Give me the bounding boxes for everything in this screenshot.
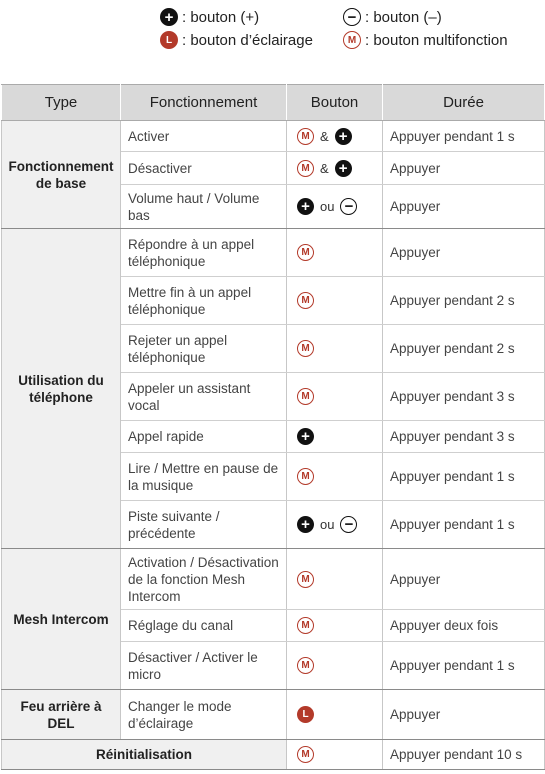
operation-cell: Piste suivante / précédente xyxy=(121,501,287,549)
button-combination xyxy=(297,706,372,723)
button-combination xyxy=(297,198,372,215)
plus-button-icon: + xyxy=(335,128,352,145)
category-cell: Utilisation du téléphone xyxy=(2,229,121,549)
duration-cell: Appuyer pendant 1 s xyxy=(383,642,545,690)
button-conjunction: ou xyxy=(320,199,335,214)
multifunction-button-icon: M xyxy=(297,128,314,145)
legend-minus-text: : bouton (–) xyxy=(365,8,442,26)
multifunction-button-icon: M xyxy=(297,388,314,405)
button-combination xyxy=(297,468,372,485)
duration-cell: Appuyer pendant 1 s xyxy=(383,121,545,152)
multifunction-button-icon: M xyxy=(297,244,314,261)
button-cell xyxy=(287,325,383,373)
operation-cell: Désactiver / Activer le micro xyxy=(121,642,287,690)
button-cell xyxy=(287,185,383,229)
plus-button-icon: + xyxy=(160,8,178,26)
button-combination xyxy=(297,160,372,177)
legend-minus xyxy=(343,8,442,26)
multifunction-button-icon: M xyxy=(297,746,314,763)
plus-button-icon: + xyxy=(297,516,314,533)
legend-plus-text: : bouton (+) xyxy=(182,8,260,26)
multifunction-button-icon: M xyxy=(297,340,314,357)
header-type: Type xyxy=(2,85,121,121)
button-cell xyxy=(287,549,383,610)
header-button: Bouton xyxy=(287,85,383,121)
minus-button-icon: − xyxy=(340,516,357,533)
button-combination xyxy=(297,746,372,763)
button-combination xyxy=(297,571,372,588)
duration-cell: Appuyer pendant 10 s xyxy=(383,740,545,770)
operation-cell: Activer xyxy=(121,121,287,152)
multifunction-button-icon: M xyxy=(297,292,314,309)
operation-cell: Activation / Désactivation de la fonction Mesh Intercom xyxy=(121,549,287,610)
duration-cell: Appuyer pendant 3 s xyxy=(383,421,545,453)
duration-cell: Appuyer xyxy=(383,152,545,185)
reset-row xyxy=(2,740,545,770)
legend-light-text: : bouton d’éclairage xyxy=(182,31,313,49)
button-combination xyxy=(297,516,372,533)
light-button-icon: L xyxy=(297,706,314,723)
button-conjunction: & xyxy=(320,128,329,144)
duration-cell: Appuyer pendant 2 s xyxy=(383,325,545,373)
duration-cell: Appuyer pendant 3 s xyxy=(383,373,545,421)
operation-cell: Lire / Mettre en pause de la musique xyxy=(121,453,287,501)
multifunction-button-icon: M xyxy=(343,31,361,49)
button-combination xyxy=(297,340,372,357)
table-body xyxy=(2,121,545,770)
button-cell xyxy=(287,121,383,152)
header-operation: Fonctionnement xyxy=(121,85,287,121)
legend-plus xyxy=(160,8,259,26)
button-cell xyxy=(287,373,383,421)
button-cell xyxy=(287,690,383,740)
operation-cell: Mettre fin à un appel téléphonique xyxy=(121,277,287,325)
operation-cell: Changer le mode d’éclairage xyxy=(121,690,287,740)
button-cell xyxy=(287,642,383,690)
button-combination xyxy=(297,617,372,634)
table-row xyxy=(2,121,545,152)
operation-cell: Désactiver xyxy=(121,152,287,185)
light-button-icon: L xyxy=(160,31,178,49)
duration-cell: Appuyer xyxy=(383,229,545,277)
button-operations-table xyxy=(1,84,545,770)
operation-cell: Appeler un assistant vocal xyxy=(121,373,287,421)
category-cell: Mesh Intercom xyxy=(2,549,121,690)
button-combination xyxy=(297,388,372,405)
duration-cell: Appuyer pendant 1 s xyxy=(383,501,545,549)
legend-light xyxy=(160,31,313,49)
operation-cell: Rejeter un appel téléphonique xyxy=(121,325,287,373)
table-header-row xyxy=(2,85,545,121)
table-row xyxy=(2,690,545,740)
multifunction-button-icon: M xyxy=(297,657,314,674)
button-cell xyxy=(287,229,383,277)
button-combination xyxy=(297,244,372,261)
duration-cell: Appuyer xyxy=(383,549,545,610)
multifunction-button-icon: M xyxy=(297,160,314,177)
plus-button-icon: + xyxy=(297,198,314,215)
table-row xyxy=(2,229,545,277)
operation-cell: Réglage du canal xyxy=(121,610,287,642)
category-cell: Fonctionnement de base xyxy=(2,121,121,229)
button-cell xyxy=(287,152,383,185)
duration-cell: Appuyer xyxy=(383,185,545,229)
duration-cell: Appuyer deux fois xyxy=(383,610,545,642)
button-combination xyxy=(297,657,372,674)
plus-button-icon: + xyxy=(297,428,314,445)
button-cell xyxy=(287,610,383,642)
button-cell xyxy=(287,740,383,770)
multifunction-button-icon: M xyxy=(297,468,314,485)
duration-cell: Appuyer pendant 1 s xyxy=(383,453,545,501)
minus-button-icon: − xyxy=(343,8,361,26)
button-conjunction: ou xyxy=(320,517,335,532)
button-cell xyxy=(287,501,383,549)
multifunction-button-icon: M xyxy=(297,571,314,588)
multifunction-button-icon: M xyxy=(297,617,314,634)
operation-cell: Répondre à un appel téléphonique xyxy=(121,229,287,277)
duration-cell: Appuyer xyxy=(383,690,545,740)
button-combination xyxy=(297,428,372,445)
button-cell xyxy=(287,421,383,453)
header-duration: Durée xyxy=(383,85,545,121)
legend-multifunction xyxy=(343,31,508,49)
plus-button-icon: + xyxy=(335,160,352,177)
operation-cell: Volume haut / Volume bas xyxy=(121,185,287,229)
button-combination xyxy=(297,128,372,145)
minus-button-icon: − xyxy=(340,198,357,215)
button-combination xyxy=(297,292,372,309)
operation-cell: Appel rapide xyxy=(121,421,287,453)
button-conjunction: & xyxy=(320,160,329,176)
button-cell xyxy=(287,453,383,501)
button-cell xyxy=(287,277,383,325)
legend-multifunction-text: : bouton multifonction xyxy=(365,31,508,49)
legend xyxy=(160,6,540,56)
reset-label: Réinitialisation xyxy=(2,740,287,770)
category-cell: Feu arrière à DEL xyxy=(2,690,121,740)
duration-cell: Appuyer pendant 2 s xyxy=(383,277,545,325)
table-row xyxy=(2,549,545,610)
